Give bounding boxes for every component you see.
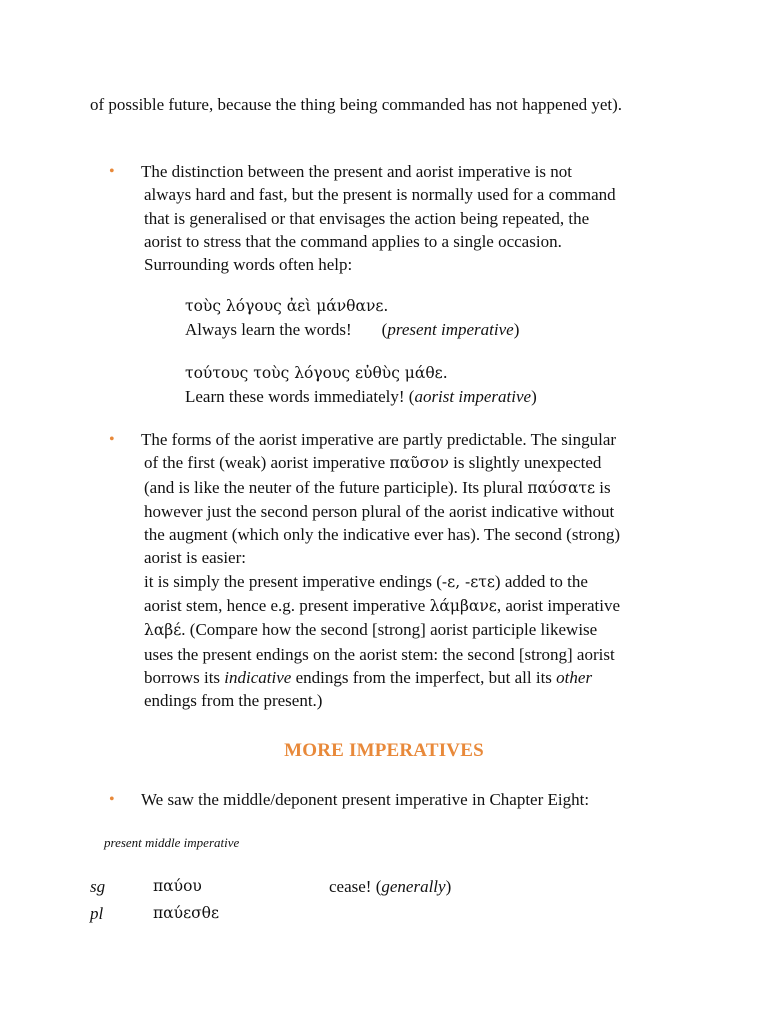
bullet-text [141, 788, 680, 811]
greek-sentence: τούτους τοὺς λόγους εὐθὺς μάθε. [185, 364, 448, 382]
text-line: endings from the present.) [144, 691, 323, 711]
greek-word: παύσατε [527, 478, 596, 497]
bullet-icon: • [109, 791, 115, 808]
text-line: uses the present endings on the aorist stem: the second [strong] aorist [144, 644, 615, 664]
text-line: (and is like the neuter of the future participle). Its plural παύσατε is [144, 477, 611, 497]
text-line: We saw the middle/deponent present imperative in Chapter Eight: [141, 790, 590, 809]
greek-form: παύου [153, 877, 202, 895]
text-line: of the first (weak) aorist imperative παῦσον is slightly unexpected [144, 453, 602, 473]
paradigm-row-singular [90, 875, 690, 899]
text-line: Surrounding words often help: [144, 255, 353, 275]
bullet-icon: • [109, 431, 115, 448]
greek-form: παύεσθε [153, 904, 220, 922]
text-line: always hard and fast, but the present is normally used for a command [144, 185, 616, 205]
text-line: The forms of the aorist imperative are partly predictable. The singular [141, 430, 617, 449]
bullet-item-middle-imperative [90, 788, 680, 811]
number-label: sg [90, 877, 106, 896]
text-line: aorist to stress that the command applies to a single occasion. [144, 231, 562, 251]
text-line: λαβέ. (Compare how the second [strong] aorist participle likewise [144, 620, 598, 640]
greek-word: λάμβανε [429, 597, 497, 616]
english-translation: Always learn the words! [185, 320, 352, 340]
english-translation-line: Always learn the words! (present imperative) [185, 320, 520, 340]
number-label: pl [90, 904, 104, 923]
example-present [185, 295, 519, 342]
text-line: the augment (which only the indicative ever has). The second (strong) [144, 525, 621, 545]
text-line: aorist is easier: [144, 548, 246, 568]
section-heading: MORE IMPERATIVES [284, 740, 484, 761]
bullet-item-distinction [90, 160, 680, 276]
paragraph-continuation: of possible future, because the thing being commanded has not happened yet). [90, 95, 623, 114]
greek-word: λαβέ [144, 621, 182, 640]
table-caption: present middle imperative [104, 835, 240, 850]
greek-word: παῦσον [389, 454, 449, 473]
english-translation-line: Learn these words immediately! (aorist imperative) [185, 387, 537, 407]
grammar-note: present imperative [387, 320, 514, 340]
text-line: however just the second person plural of the aorist indicative without [144, 501, 615, 521]
greek-sentence: τοὺς λόγους ἀεὶ μάνθανε. [185, 297, 389, 315]
bullet-item-aorist-forms [90, 428, 680, 713]
text-line: The distinction between the present and aorist imperative is not [141, 162, 573, 181]
gloss: cease! (generally) [329, 877, 452, 896]
bullet-text [141, 428, 680, 713]
greek-word: -ε, -ετε [441, 572, 495, 591]
text-line: it is simply the present imperative endings (-ε, -ετε) added to the [144, 571, 588, 591]
bullet-text [141, 160, 680, 276]
grammar-note: aorist imperative [414, 387, 532, 407]
bullet-icon: • [109, 163, 115, 180]
english-translation: Learn these words immediately! [185, 387, 405, 407]
paradigm-row-plural [90, 902, 690, 926]
example-aorist [185, 362, 537, 409]
text-line: aorist stem, hence e.g. present imperative λάμβανε, aorist imperative [144, 596, 621, 616]
text-line: that is generalised or that envisages the action being repeated, the [144, 208, 590, 228]
text-line: borrows its indicative endings from the imperfect, but all its other [144, 667, 593, 687]
